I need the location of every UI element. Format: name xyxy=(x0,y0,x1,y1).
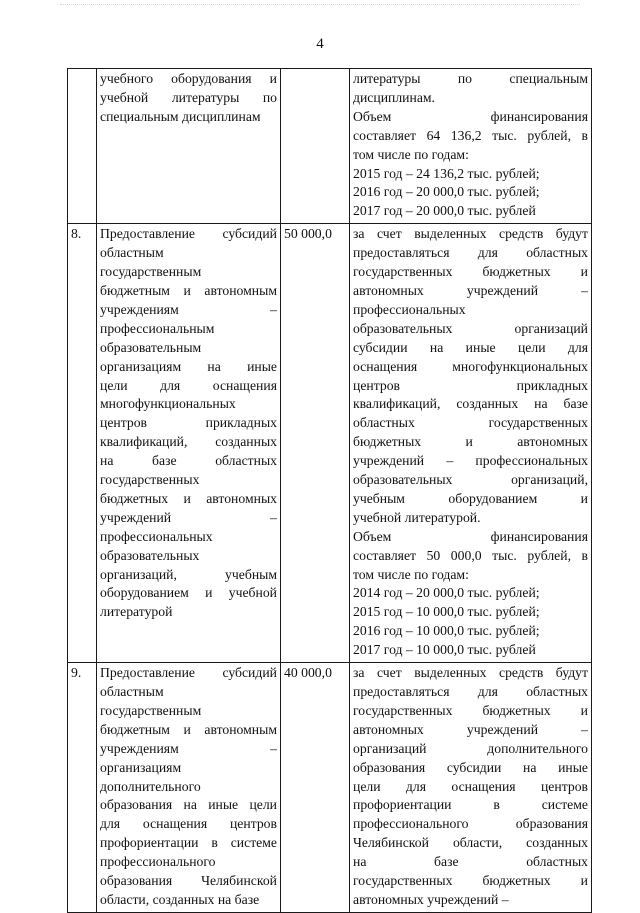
description-line: квалификаций, созданных на базе xyxy=(353,396,588,412)
activity-name-line: государственных xyxy=(100,472,200,488)
description-line: Челябинской области, созданных xyxy=(353,835,588,851)
table-row xyxy=(68,224,592,663)
description-line: центров прикладных xyxy=(353,377,588,393)
description-line: за счет выделенных средств будут xyxy=(353,665,588,681)
activity-name-line: учреждениям – xyxy=(100,740,277,756)
activity-name-line: образовательным xyxy=(100,339,202,355)
description-line: образовательных организаций, xyxy=(353,472,588,488)
description-line: на базе областных xyxy=(353,854,588,870)
description-line: оснащения многофункциональных xyxy=(353,358,588,374)
description-line: 2015 год – 24 136,2 тыс. рублей; xyxy=(353,165,540,181)
description-cell xyxy=(350,663,592,913)
row-number-cell xyxy=(68,69,97,224)
activity-name-line: области, созданных на базе xyxy=(100,891,260,907)
activity-name-line: профессионального xyxy=(100,854,216,870)
description-line: автономных учреждений – xyxy=(353,891,509,907)
activity-name-line: цели для оснащения xyxy=(100,377,277,393)
description-line: бюджетных и автономных xyxy=(353,434,588,450)
description-line: Объем финансирования xyxy=(353,108,588,124)
scan-header-artifact xyxy=(60,4,580,8)
description-line: цели для оснащения центров xyxy=(353,778,588,794)
description-line: профессионального образования xyxy=(353,816,588,832)
table-row xyxy=(68,69,592,224)
activity-name-line: организациям на иные xyxy=(100,358,277,374)
activity-name-line: профессиональных xyxy=(100,528,213,544)
activity-name-line: учебного оборудования и xyxy=(100,71,277,86)
activity-name-line: учреждений – xyxy=(100,509,277,525)
activity-name-line: организаций, учебным xyxy=(100,566,277,582)
description-line: 2015 год – 10 000,0 тыс. рублей; xyxy=(353,604,540,620)
activity-name-line: организациям xyxy=(100,759,182,775)
activity-name-cell xyxy=(97,224,281,663)
activity-name-line: бюджетных и автономных xyxy=(100,490,277,506)
activity-name-line: образовательных xyxy=(100,547,200,563)
description-line: автономных учреждений – xyxy=(353,721,588,737)
amount-cell xyxy=(281,224,350,663)
amount-value: 50 000,0 xyxy=(284,226,332,242)
description-line: составляет 64 136,2 тыс. рублей, в xyxy=(353,127,588,143)
activity-name-line: государственным xyxy=(100,702,202,718)
activity-name-line: образования Челябинской xyxy=(100,873,277,889)
description-line: предоставляться для областных xyxy=(353,245,588,261)
description-cell xyxy=(350,224,592,663)
description-line: учреждений – профессиональных xyxy=(353,453,588,469)
amount-value: 40 000,0 xyxy=(284,665,332,681)
table-row xyxy=(68,663,592,913)
activity-name-line: областным xyxy=(100,684,164,699)
description-line: предоставляться для областных xyxy=(353,684,588,699)
amount-cell xyxy=(281,69,350,224)
page-number: 4 xyxy=(316,36,324,52)
activity-name-line: Предоставление субсидий xyxy=(100,665,277,681)
description-line: учебной литературой. xyxy=(353,509,481,525)
activity-name-line: профессиональным xyxy=(100,320,215,336)
description-line: организаций дополнительного xyxy=(353,740,588,756)
activity-name-line: профориентации в системе xyxy=(100,835,277,851)
description-line: профессиональных xyxy=(353,301,466,317)
amount-cell xyxy=(281,663,350,913)
activity-name-line: бюджетным и автономным xyxy=(100,721,277,737)
description-line: государственных бюджетных и xyxy=(353,702,588,718)
activity-name-line: учебной литературы по xyxy=(100,89,277,105)
activity-name-cell xyxy=(97,663,281,913)
description-line: том числе по годам: xyxy=(353,566,469,582)
description-line: образования субсидии на иные xyxy=(353,759,588,775)
description-line: 2014 год – 20 000,0 тыс. рублей; xyxy=(353,585,540,601)
activity-name-line: квалификаций, созданных xyxy=(100,434,277,450)
description-line: литературы по специальным xyxy=(353,71,588,86)
activity-name-line: для оснащения центров xyxy=(100,816,277,832)
description-line: составляет 50 000,0 тыс. рублей, в xyxy=(353,547,588,563)
activity-name-line: областным xyxy=(100,245,164,261)
description-line: областных государственных xyxy=(353,415,588,431)
activity-name-line: на базе областных xyxy=(100,453,277,469)
description-line: том числе по годам: xyxy=(353,146,469,162)
description-cell xyxy=(350,69,592,224)
activity-name-line: многофункциональных xyxy=(100,396,236,412)
description-line: государственных бюджетных и xyxy=(353,264,588,280)
activity-name-line: специальным дисциплинам xyxy=(100,108,261,124)
description-line: государственных бюджетных и xyxy=(353,873,588,889)
row-number: 8. xyxy=(71,226,82,242)
activity-name-line: дополнительного xyxy=(100,778,201,794)
description-line: профориентации в системе xyxy=(353,797,588,813)
row-number-cell xyxy=(68,224,97,663)
activity-name-line: образования на иные цели xyxy=(100,797,277,813)
description-line: 2017 год – 20 000,0 тыс. рублей xyxy=(353,203,536,219)
row-number: 9. xyxy=(71,665,82,681)
activity-name-line: Предоставление субсидий xyxy=(100,226,277,242)
description-line: учебным оборудованием и xyxy=(353,490,588,506)
description-line: автономных учреждений – xyxy=(353,282,588,298)
description-line: 2016 год – 20 000,0 тыс. рублей; xyxy=(353,184,540,200)
activity-name-line: бюджетным и автономным xyxy=(100,282,277,298)
description-line: субсидии на иные цели для xyxy=(353,339,588,355)
description-line: за счет выделенных средств будут xyxy=(353,226,588,242)
description-line: дисциплинам. xyxy=(353,89,435,105)
activity-name-line: центров прикладных xyxy=(100,415,277,431)
activity-name-line: государственным xyxy=(100,264,202,280)
description-line: 2017 год – 10 000,0 тыс. рублей xyxy=(353,642,536,658)
financing-table xyxy=(67,68,592,913)
activity-name-line: оборудованием и учебной xyxy=(100,585,277,601)
description-line: образовательных организаций xyxy=(353,320,588,336)
row-number-cell xyxy=(68,663,97,913)
description-line: Объем финансирования xyxy=(353,528,588,544)
financing-table-body xyxy=(68,69,592,913)
activity-name-cell xyxy=(97,69,281,224)
activity-name-line: учреждениям – xyxy=(100,301,277,317)
description-line: 2016 год – 10 000,0 тыс. рублей; xyxy=(353,623,540,639)
activity-name-line: литературой xyxy=(100,604,173,620)
